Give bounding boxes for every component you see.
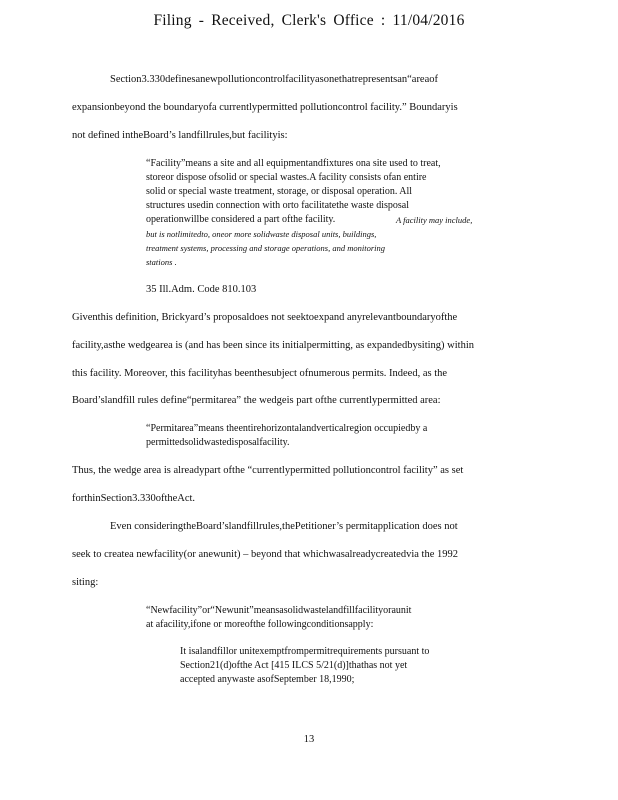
paragraph-line: Giventhis definition, Brickyard’s proposaldoes not seektoexpand anyrelevantboundaryofthe [72,312,458,323]
paragraph-line: expansionbeyond the boundaryofa currentlypermitted pollutioncontrol facility.” Boundaryis [72,102,458,113]
paragraph-line: seek to createa newfacility(or anewunit) – beyond that whichwasalreadycreatedvia the 1992 [72,549,458,560]
quote-italic-line: A facility may include, [396,215,473,225]
quote-line: permittedsolidwastedisposalfacility. [146,437,290,448]
quote-line: “Facility”means a site and all equipmentandfixtures ona site used to treat, [146,158,441,169]
quote-line: “Newfacility”or“Newunit”meansasolidwastelandfillfacilityoraunit [146,605,412,616]
filing-header: Filing - Received, Clerk's Office : 11/04/2016 [153,12,465,29]
paragraph-line: this facility. Moreover, this facilityhas beenthesubject ofnumerous permits. Indeed, as the [72,368,448,379]
nested-quote-line: It isalandfillor unitexemptfrompermitrequirements pursuant to [180,646,430,657]
paragraph-line: siting: [72,577,99,588]
quote-line: “Permitarea”means theentirehorizontalandverticalregion occupiedby a [146,423,428,434]
paragraph-line: Even consideringtheBoard’slandfillrules,thePetitioner’s permitapplication does not [110,521,458,532]
quote-italic-line: stations . [146,257,177,267]
quote-line: storeor dispose ofsolid or special wastes.A facility consists ofan entire [146,172,427,183]
quote-line: structures usedin connection with orto facilitatethe waste disposal [146,200,409,211]
paragraph-line: Section3.330definesanewpollutioncontrolfacilityasonethatrepresentsan“areaof [110,74,439,85]
quote-line: solid or special waste treatment, storage, or disposal operation. All [146,186,413,197]
nested-quote-line: Section21(d)ofthe Act [415 ILCS 5/21(d)]thathas not yet [180,660,408,671]
page-number: 13 [303,734,315,745]
paragraph-line: forthinSection3.330oftheAct. [72,493,196,504]
quote-italic-line: but is notlimitedto, oneor more solidwaste disposal units, buildings, [146,229,377,239]
citation: 35 Ill.Adm. Code 810.103 [146,284,257,295]
paragraph-line: not defined intheBoard’s landfillrules,but facilityis: [72,130,288,141]
quote-line: operationwillbe considered a part ofthe facility. [146,214,336,225]
paragraph-line: Board’slandfill rules define“permitarea” the wedgeis part ofthe currentlypermitted area: [72,395,441,406]
paragraph-line: Thus, the wedge area is alreadypart ofthe “currentlypermitted pollutioncontrol facility” as set [72,465,464,476]
paragraph-line: facility,asthe wedgearea is (and has been since its initialpermitting, as expandedbysiting) within [72,340,474,351]
nested-quote-line: accepted anywaste asofSeptember 18,1990; [180,674,355,685]
quote-italic-line: treatment systems, processing and storage operations, and monitoring [146,243,386,253]
quote-line: at afacility,ifone or moreofthe followingconditionsapply: [146,619,374,630]
